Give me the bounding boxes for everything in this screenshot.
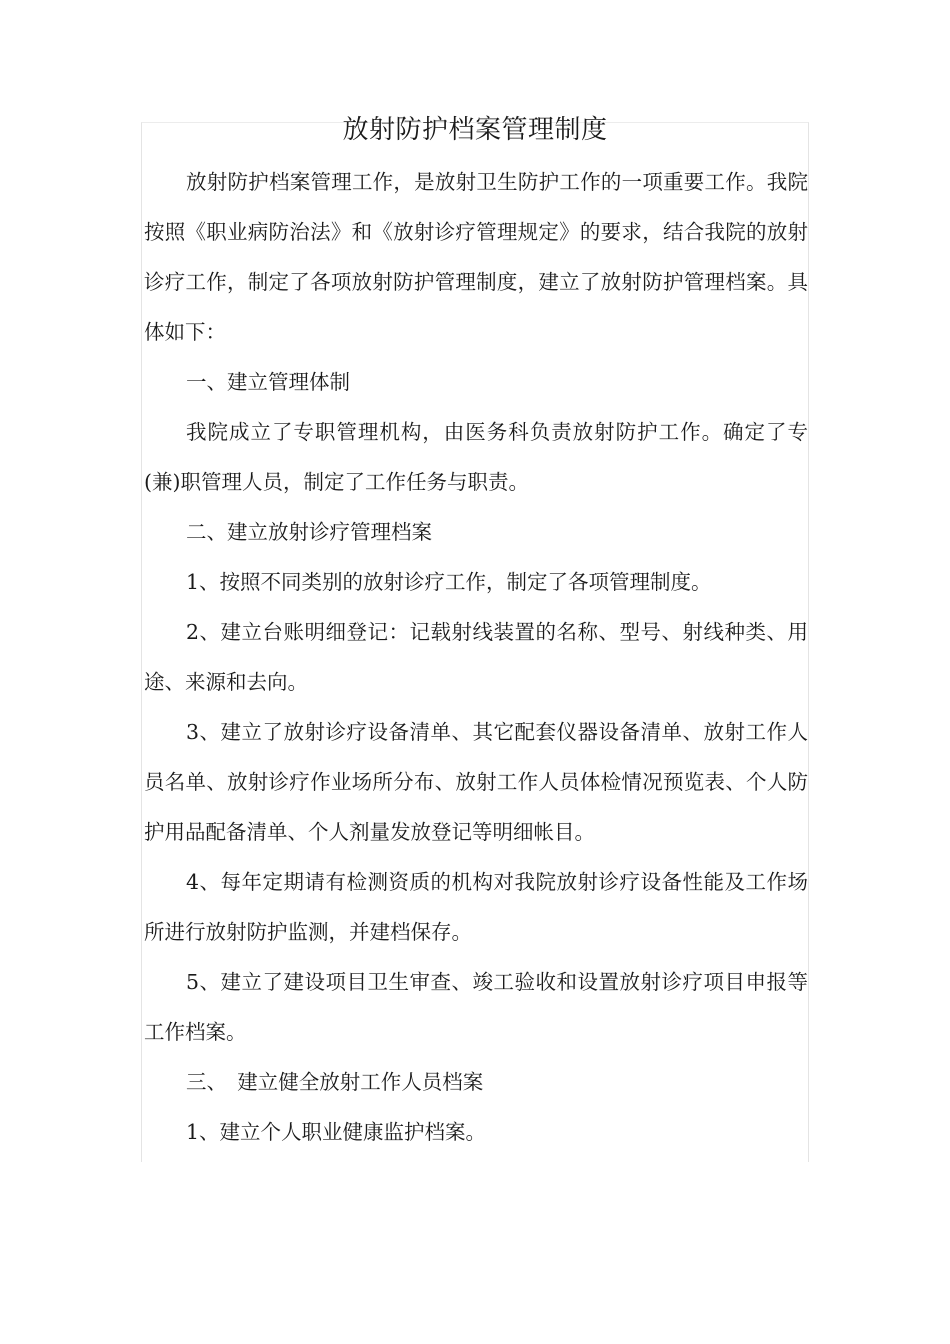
list-item: 1、建立个人职业健康监护档案。 xyxy=(186,1120,487,1144)
list-item: 2、建立台账明细登记：记载射线装置的名称、型号、射线种类、用途、来源和去向。 xyxy=(144,620,808,694)
document-body xyxy=(144,157,808,1157)
list-item: 1、按照不同类别的放射诊疗工作，制定了各项管理制度。 xyxy=(186,570,712,594)
document-title: 放射防护档案管理制度 xyxy=(342,115,608,145)
paragraph-intro: 放射防护档案管理工作，是放射卫生防护工作的一项重要工作。我院按照《职业病防治法》和《放射诊疗管理规定》的要求，结合我院的放射诊疗工作，制定了各项放射防护管理制度，建立了放射防护管理档案。具体如下： xyxy=(144,170,808,344)
paragraph-management-body: 我院成立了专职管理机构，由医务科负责放射防护工作。确定了专(兼)职管理人员，制定了工作任务与职责。 xyxy=(144,420,808,494)
list-item: 3、建立了放射诊疗设备清单、其它配套仪器设备清单、放射工作人员名单、放射诊疗作业场所分布、放射工作人员体检情况预览表、个人防护用品配备清单、个人剂量发放登记等明细帐目。 xyxy=(144,720,808,844)
section-heading-1: 一、建立管理体制 xyxy=(186,370,351,394)
list-item: 5、建立了建设项目卫生审查、竣工验收和设置放射诊疗项目申报等工作档案。 xyxy=(144,970,808,1044)
section-heading-3: 三、 建立健全放射工作人员档案 xyxy=(186,1070,484,1094)
list-item: 4、每年定期请有检测资质的机构对我院放射诊疗设备性能及工作场所进行放射防护监测，并建档保存。 xyxy=(144,870,808,944)
section-heading-2: 二、建立放射诊疗管理档案 xyxy=(186,520,433,544)
